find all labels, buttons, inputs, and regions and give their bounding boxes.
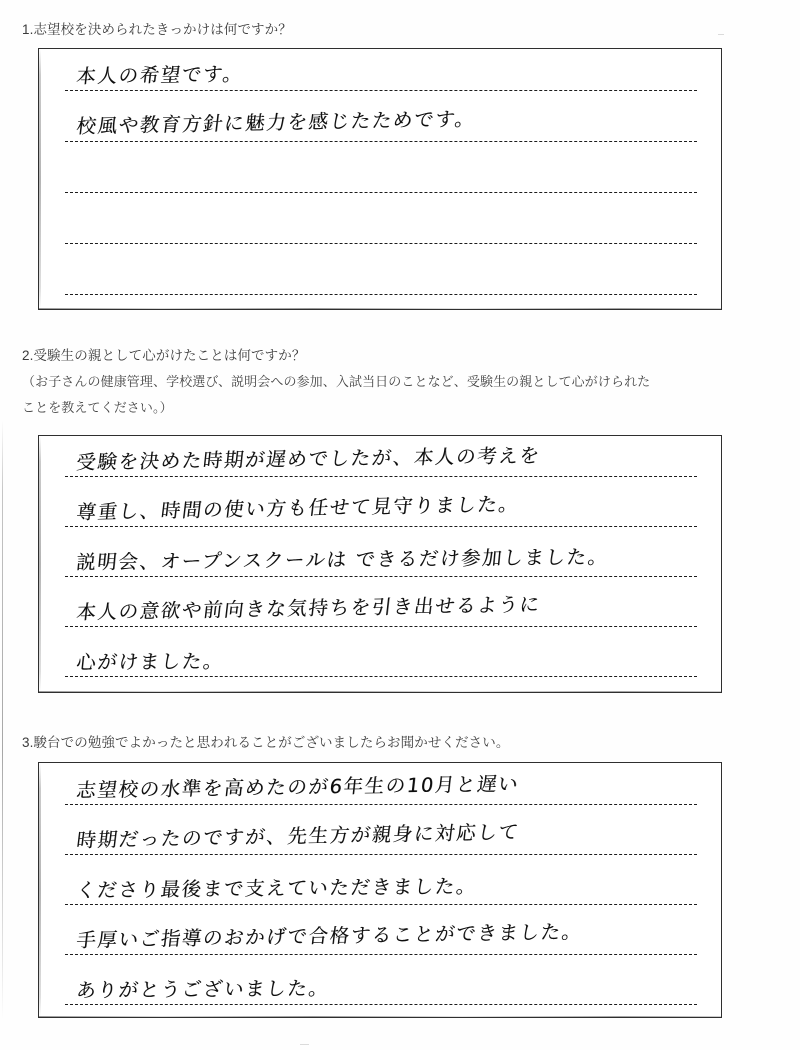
handwritten-line: くださり最後まで支えていただきました。 [75, 874, 479, 902]
rule-line [65, 526, 697, 527]
answer-box-question-1[interactable] [38, 48, 722, 310]
question-3-heading-block [22, 730, 778, 756]
handwritten-line: 手厚いご指導のおかげで合格することができました。 [75, 920, 585, 952]
rule-line [65, 576, 697, 577]
handwritten-line: 受験を決めた時期が遅めでしたが、本人の考えを [75, 444, 542, 474]
handwritten-line: 志望校の水準を高めたのが6年生の10月と遅い [75, 772, 521, 802]
rule-line [65, 243, 697, 244]
scan-speck [300, 1044, 309, 1045]
rule-line [65, 676, 697, 677]
rule-line [65, 804, 697, 805]
question-3-heading: 3.駿台での勉強でよかったと思われることがございましたらお聞かせください。 [22, 735, 510, 750]
answer-box-question-2[interactable] [38, 435, 722, 693]
answer-box-question-3[interactable] [38, 762, 722, 1018]
question-2-heading: 2.受験生の親として心がけたことは何ですか？ [22, 348, 306, 363]
question-1-heading-block [22, 17, 778, 43]
rule-line [65, 476, 697, 477]
rule-line [65, 904, 697, 905]
question-2-subtext-line-1: （お子さんの健康管理、学校選び、説明会への参加、入試当日のことなど、受験生の親として心がけられた [22, 374, 651, 389]
handwritten-line: 説明会、オープンスクールは できるだけ参加しました。 [75, 545, 610, 574]
rule-line [65, 626, 697, 627]
handwritten-line: 尊重し、時間の使い方も任せて見守りました。 [75, 492, 521, 524]
handwritten-line: 心がけました。 [75, 649, 226, 674]
handwritten-line: 本人の意欲や前向きな気持ちを引き出せるように [75, 592, 542, 624]
handwritten-line: 本人の希望です。 [75, 62, 245, 88]
handwritten-line: 校風や教育方針に魅力を感じたためです。 [75, 107, 478, 138]
rule-line [65, 141, 697, 142]
question-1-heading: 1.志望校を決められたきっかけは何ですか？ [22, 22, 292, 37]
question-2-subtext-line-2: ことを教えてください。） [22, 400, 173, 415]
rule-line [65, 90, 697, 91]
scan-artifact-left-edge [2, 420, 3, 1020]
question-2-heading-block [22, 343, 778, 421]
handwritten-line: ありがとうございました。 [75, 976, 331, 1002]
rule-line [65, 1004, 697, 1005]
rule-line [65, 854, 697, 855]
handwritten-line: 時期だったのですが、先生方が親身に対応して [75, 820, 521, 852]
rule-line [65, 954, 697, 955]
rule-line [65, 192, 697, 193]
rule-line [65, 294, 697, 295]
